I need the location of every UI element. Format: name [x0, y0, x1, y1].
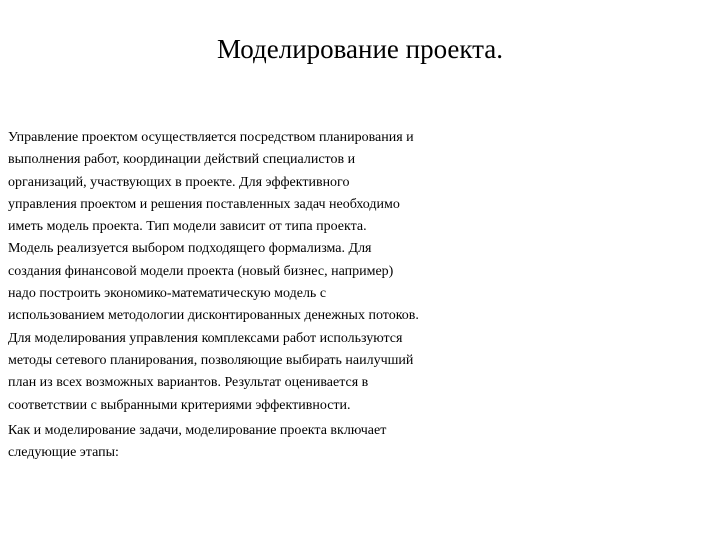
text-line: методы сетевого планирования, позволяющие выбирать наилучший [8, 352, 414, 368]
text-line: Модель реализуется выбором подходящего формализма. Для [8, 241, 372, 257]
slide-title: Моделирование проекта. [216, 34, 504, 64]
text-line: соответствии с выбранными критериями эффективности. [8, 397, 351, 413]
text-line: иметь модель проекта. Тип модели зависит от типа проекта. [8, 219, 367, 235]
body-paragraph-1 [8, 127, 718, 417]
text-line: выполнения работ, координации действий специалистов и [8, 152, 356, 168]
text-line: Управление проектом осуществляется посредством планирования и [8, 130, 414, 145]
text-line: управления проектом и решения поставленных задач необходимо [8, 196, 400, 212]
text-line: надо построить экономико-математическую модель с [8, 286, 327, 302]
text-line: план из всех возможных вариантов. Результат оценивается в [8, 375, 369, 391]
text-line: Как и моделирование задачи, моделирование проекта включает [8, 422, 387, 438]
text-line: использованием методологии дисконтированных денежных потоков. [8, 308, 419, 324]
body-paragraph-2 [8, 420, 718, 465]
text-line: Для моделирования управления комплексами работ используются [8, 330, 403, 346]
slide-body [8, 127, 718, 464]
text-line: организаций, участвующих в проекте. Для эффективного [8, 174, 350, 190]
text-line: следующие этапы: [8, 445, 119, 461]
text-line: создания финансовой модели проекта (новый бизнес, например) [8, 263, 394, 279]
